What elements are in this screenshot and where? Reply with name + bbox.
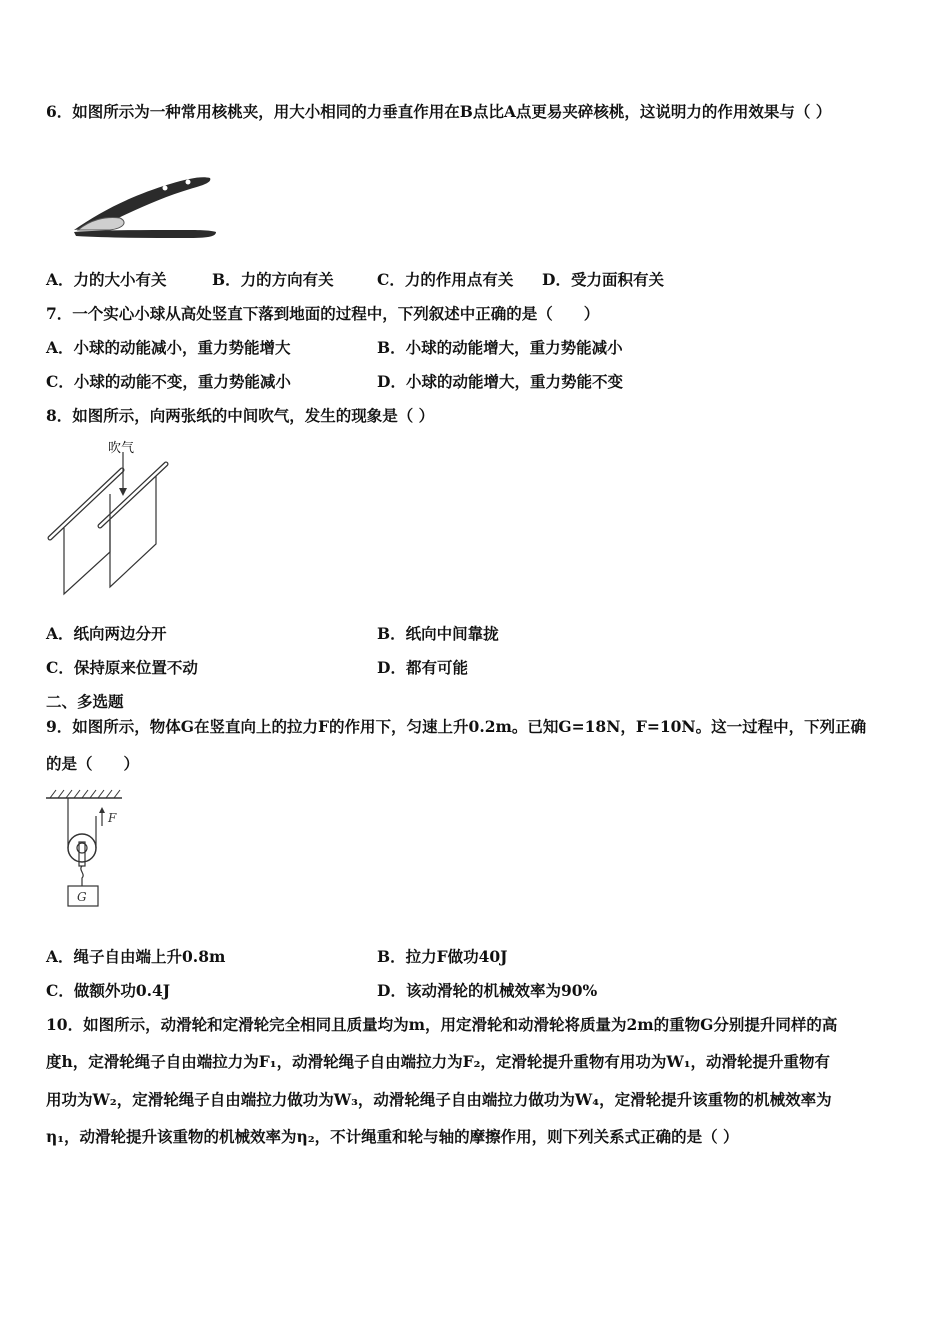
q7-option-d: D．小球的动能增大，重力势能不变 — [377, 372, 623, 391]
q6-option-b: B．力的方向有关 — [212, 270, 334, 289]
q9-option-d: D．该动滑轮的机械效率为90% — [377, 981, 598, 1000]
weight-label: G — [77, 890, 87, 904]
force-label: F — [108, 811, 117, 825]
nutcracker-point-a — [186, 180, 191, 185]
q7-option-a: A．小球的动能减小，重力势能增大 — [46, 338, 291, 357]
q7-option-c: C．小球的动能不变，重力势能减小 — [46, 372, 291, 391]
q7-stem: 7．一个实心小球从高处竖直下落到地面的过程中，下列叙述中正确的是（ ） — [46, 304, 600, 323]
section-title: 二、多选题 — [46, 692, 124, 711]
q9-option-b: B．拉力F做功40J — [377, 947, 508, 966]
q8-option-c: C．保持原来位置不动 — [46, 658, 198, 677]
hook — [81, 866, 83, 886]
q10-line1: 10．如图所示，动滑轮和定滑轮完全相同且质量均为m，用定滑轮和动滑轮将质量为2m的重物G分别提升同样的高 — [46, 1015, 838, 1034]
pulley-figure — [44, 786, 128, 916]
left-paper — [64, 494, 110, 594]
nutcracker-lower-arm — [74, 230, 216, 238]
q6-option-c: C．力的作用点有关 — [377, 270, 514, 289]
q9-stem-line2: 的是（ ） — [46, 754, 140, 773]
q6-option-a: A．力的大小有关 — [46, 270, 167, 289]
q7-option-b: B．小球的动能增大，重力势能减小 — [377, 338, 623, 357]
q10-line3: 用功为W₂，定滑轮绳子自由端拉力做功为W₃，动滑轮绳子自由端拉力做功为W₄，定滑轮提升该重物的机械效率为 — [46, 1090, 832, 1109]
q8-option-a: A．纸向两边分开 — [46, 624, 167, 643]
movable-pulley — [68, 834, 96, 862]
q8-option-b: B．纸向中间靠拢 — [377, 624, 499, 643]
q6-option-d: D．受力面积有关 — [542, 270, 664, 289]
paper-blow-figure — [44, 452, 174, 602]
q9-option-c: C．做额外功0.4J — [46, 981, 171, 1000]
q10-line2: 度h，定滑轮绳子自由端拉力为F₁，动滑轮绳子自由端拉力为F₂，定滑轮提升重物有用功为W₁，动滑轮提升重物有 — [46, 1052, 831, 1071]
q9-option-a: A．绳子自由端上升0.8m — [46, 947, 226, 966]
nutcracker-figure — [70, 172, 220, 242]
q10-line4: η₁，动滑轮提升该重物的机械效率为η₂，不计绳重和轮与轴的摩擦作用，则下列关系式正确的是（ ） — [46, 1127, 739, 1146]
q8-figure-label: 吹气 — [108, 441, 135, 456]
q6-stem: 6．如图所示为一种常用核桃夹，用大小相同的力垂直作用在B点比A点更易夹碎核桃，这说明力的作用效果与（ ） — [46, 102, 832, 121]
q8-option-d: D．都有可能 — [377, 658, 468, 677]
nutcracker-point-b — [163, 186, 168, 191]
q9-stem-line1: 9．如图所示，物体G在竖直向上的拉力F的作用下，匀速上升0.2m。已知G=18N，F=10N。这一过程中，下列正确 — [46, 717, 867, 736]
q8-stem: 8．如图所示，向两张纸的中间吹气，发生的现象是（ ） — [46, 406, 435, 425]
